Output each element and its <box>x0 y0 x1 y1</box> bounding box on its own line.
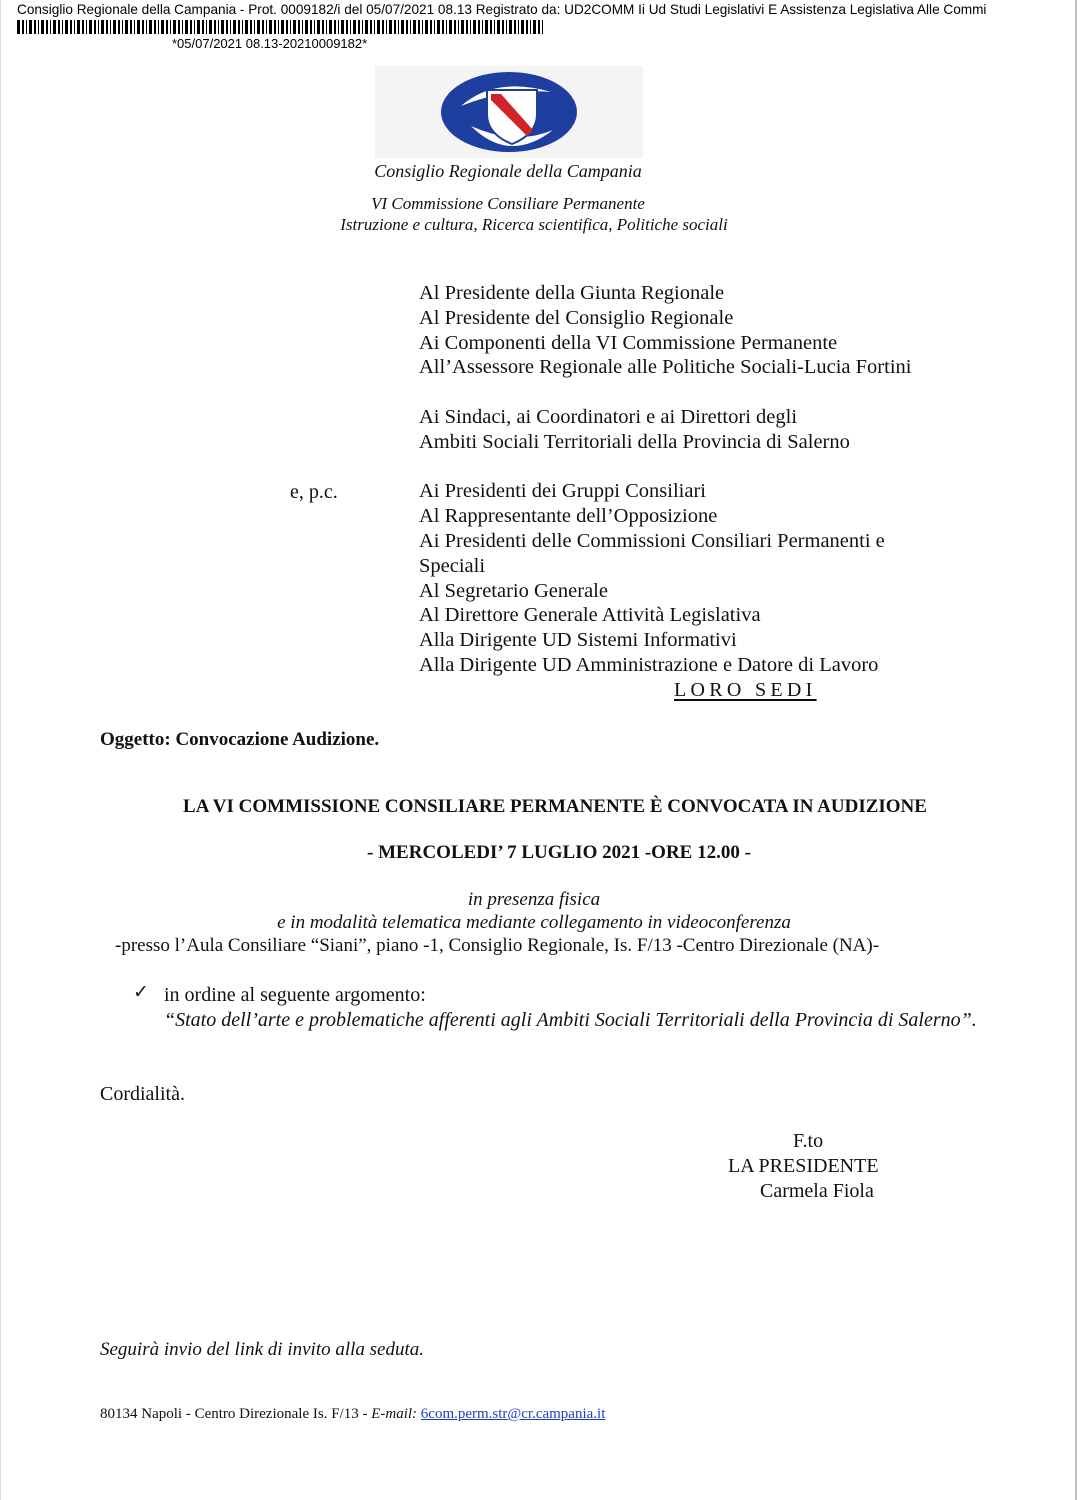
protocol-stamp: Consiglio Regionale della Campania - Prot. 0009182/i del 05/07/2021 08.13 Registrato da: UD2COMM Ii Ud Studi Legislativi E Assistenza Legislativa Alle Commi <box>17 2 987 17</box>
organization-name: Consiglio Regionale della Campania <box>374 161 642 181</box>
commission-name: VI Commissione Consiliare Permanente <box>371 194 645 213</box>
signature-fto: F.to <box>793 1130 824 1152</box>
attendance-mode-physical: in presenza fisica <box>467 889 601 910</box>
recipient-line: All’Assessore Regionale alle Politiche Sociali-Lucia Fortini <box>419 356 912 379</box>
topic-intro: in ordine al seguente argomento: <box>164 984 426 1006</box>
spacer <box>419 455 911 480</box>
recipient-line: Ambiti Sociali Territoriali della Provincia di Salerno <box>419 430 850 453</box>
recipient-line: Ai Sindaci, ai Coordinatori e ai Direttori degli <box>419 405 798 428</box>
recipient-line: Ai Componenti della VI Commissione Permanente <box>419 331 838 354</box>
recipient-line: Al Segretario Generale <box>419 579 608 602</box>
greeting: Cordialità. <box>100 1083 185 1105</box>
topic-text: “Stato dell’arte e problematiche afferenti agli Ambiti Sociali Territoriali della Provincia di Salerno”. <box>164 1009 977 1031</box>
recipient-line: Ai Presidenti dei Gruppi Consiliari <box>419 480 706 503</box>
meeting-location: -presso l’Aula Consiliare “Siani”, piano -1, Consiglio Regionale, Is. F/13 -Centro Direzionale (NA)- <box>115 935 880 956</box>
barcode-number: *05/07/2021 08.13-20210009182* <box>172 36 368 51</box>
meeting-date: - MERCOLEDI’ 7 LUGLIO 2021 -ORE 12.00 - <box>367 842 751 863</box>
recipient-line: Al Presidente del Consiglio Regionale <box>419 306 734 329</box>
footer <box>100 1406 605 1423</box>
recipient-line: Speciali <box>419 554 486 577</box>
cc-label: e, p.c. <box>290 481 338 503</box>
commission-subtitle: Istruzione e cultura, Ricerca scientifica, Politiche sociali <box>340 215 728 234</box>
footer-address: 80134 Napoli - Centro Direzionale Is. F/13 - <box>100 1406 372 1422</box>
footer-email-label: E-mail: <box>371 1406 418 1422</box>
recipient-line: Al Rappresentante dell’Opposizione <box>419 505 718 528</box>
closing-note: Seguirà invio del link di invito alla seduta. <box>100 1339 425 1360</box>
recipient-line: Ai Presidenti delle Commissioni Consiliari Permanenti e <box>419 529 885 552</box>
recipients-block <box>419 281 911 678</box>
signature-name: Carmela Fiola <box>760 1180 874 1202</box>
signature-role: LA PRESIDENTE <box>728 1155 879 1177</box>
loro-sedi: LORO SEDI <box>674 679 817 701</box>
barcode <box>17 20 543 34</box>
convocation-headline: LA VI COMMISSIONE CONSILIARE PERMANENTE È CONVOCATA IN AUDIZIONE <box>183 796 927 817</box>
attendance-mode-remote: e in modalità telematica mediante collegamento in videoconferenza <box>277 912 791 933</box>
recipient-line: Al Presidente della Giunta Regionale <box>419 282 725 304</box>
recipient-line: Al Direttore Generale Attività Legislativa <box>419 604 761 627</box>
subject-line: Oggetto: Convocazione Audizione. <box>100 729 380 750</box>
recipient-line: Alla Dirigente UD Amministrazione e Datore di Lavoro <box>419 653 879 676</box>
checkmark-icon: ✓ <box>133 981 149 1003</box>
footer-email-link[interactable]: 6com.perm.str@cr.campania.it <box>420 1406 606 1422</box>
campania-region-logo <box>375 66 643 158</box>
recipient-line: Alla Dirigente UD Sistemi Informativi <box>419 629 737 652</box>
spacer <box>419 380 911 405</box>
